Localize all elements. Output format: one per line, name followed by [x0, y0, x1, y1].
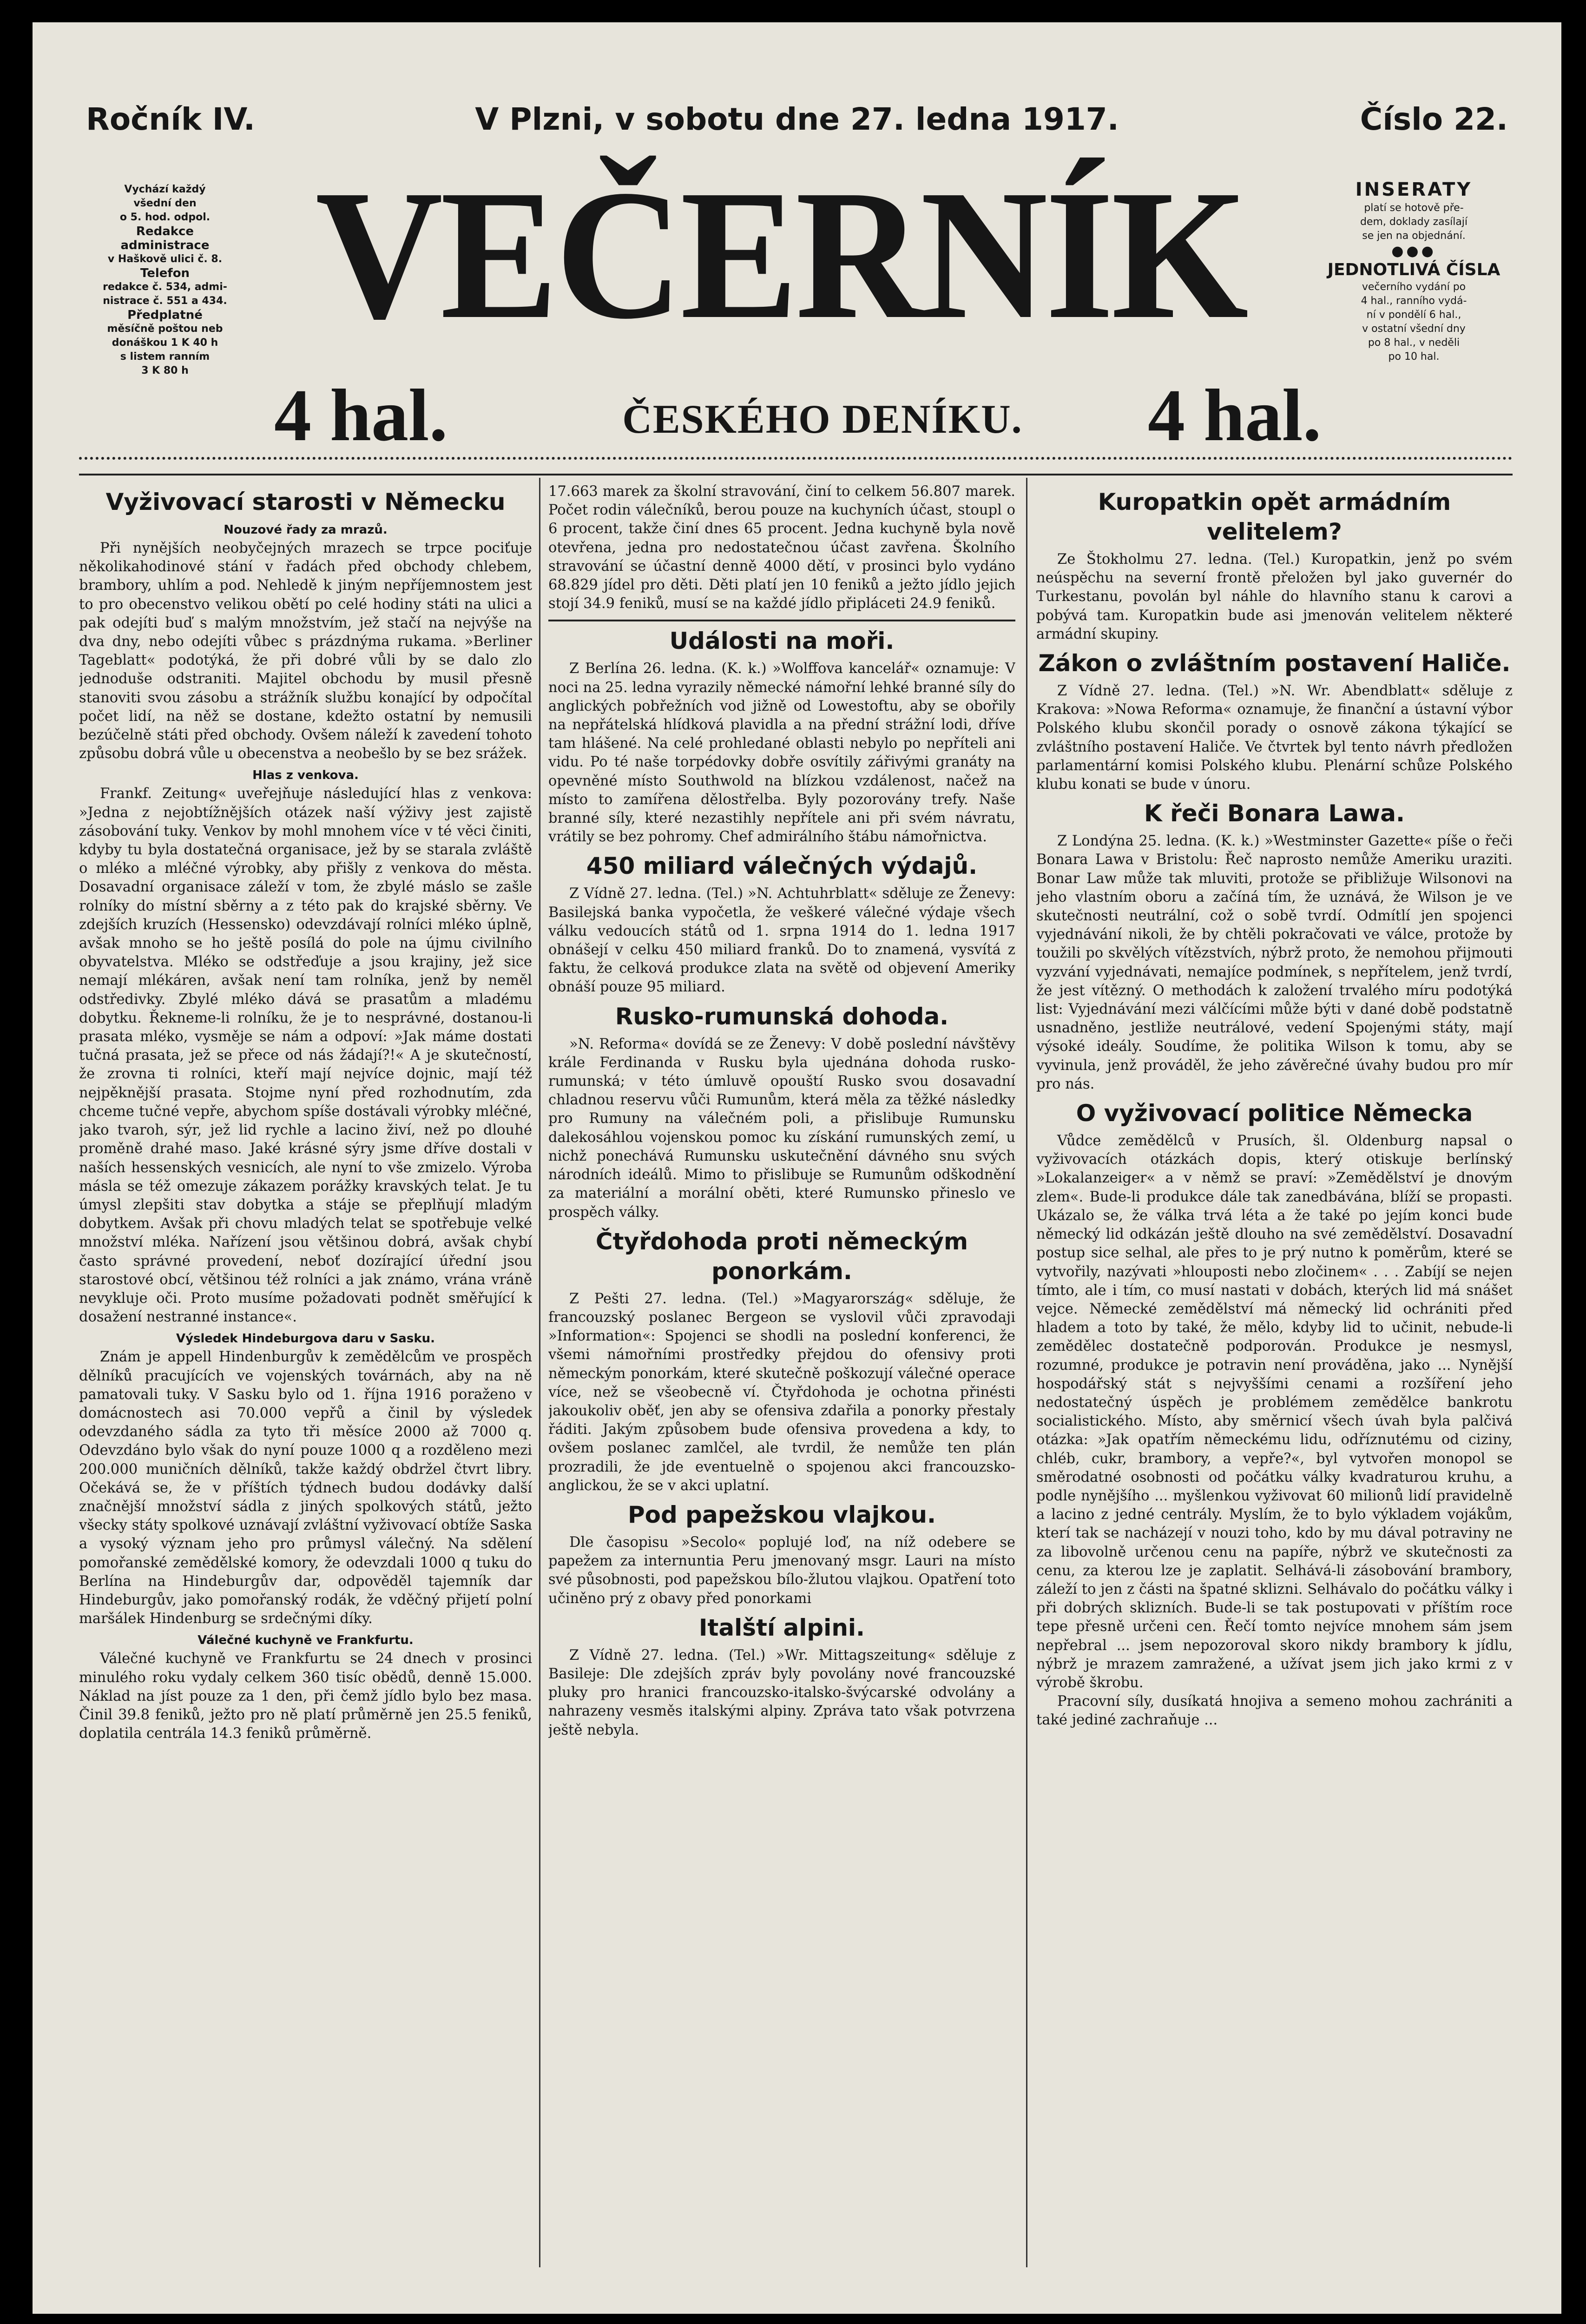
article-paragraph: Z Vídně 27. ledna. (Tel.) »N. Achtuhrblatt« sděluje ze Ženevy: Basilejská banka vypočetla, že veškeré válečné výdaje všech válku vedoucích států od 1. srpna 1914 do 1. ledna 1917 obnášejí v celku 450 miliard franků. Do to znamená, vysvítá z faktu, že celková produkce zlata na světě od objevení Ameriky obnáší pouze 95 miliard. — [548, 885, 1015, 996]
newspaper-page — [33, 22, 1561, 2314]
article-headline: O vyživovací politice Německa — [1076, 1100, 1473, 1127]
price-left: 4 hal. — [274, 374, 448, 456]
article-headline: Čtyřdohoda proti německým ponorkám. — [595, 1228, 968, 1285]
section-subheading: Nouzové řady za mrazů. — [224, 523, 388, 537]
article-paragraph: Frankf. Zeitung« uveřejňuje následující hlas z venkova: »Jedna z nejobtížnějších otázek naší výživy jest zajistě zásobování tuky. Venkov by mohl mnohem více v té věci činiti, kdyby tu byla dostatečná organisace, jež by se starala zvláště o mléko a mléčné výrobky, aby přišly z venkova do města. Dosavadní organisace záleží v tom, že zbylé máslo se zašle rolníky do místní sběrny a z této pak do krajské sběrny. Ve zdejších kruzích (Hessensko) odevzdávají rolníci mléko úplně, avšak mnoho se ho ještě posílá do pole na újmu civilního obyvatelstva. Mléko se odstřeďuje a jsou krajiny, jež sice nemají mlékáren, avšak není tam rolníka, jenž by neměl odstředivky. Zbylé mléko dává se prasatům a mladému dobytku. Řekneme-li rolníku, že je to nesprávné, dostanou-li prasata mléko, vysměje se nám a odpoví: »Jak máme dostati tučná prasata, jež se přece od nás žádají?!« A je skutečností, že zrovna ti rolníci, kteří mají nejvíce dojnic, mají též nejpěknější prasata. Stojme nyní před rozhodnutím, zda chceme tučné vepře, abychom spíše dostávali výrobky mléčné, jako tvaroh, sýr, jež lid rychle a lacino živí, než po dlouhé proměně drahé maso. Jaké krásné sýry jsme dříve dostali v naších hessenských vesnicích, ale nyní to vše zmizelo. Výroba másla se též omezuje zákazem porážky kravských telat. Je tu úmysl zlepšiti stav dobytka a stáje se přeplňují mladým dobytkem. Avšak při chovu mladých telat se spotřebuje velké množství mléka. Nařízení jsou většinou dobrá, avšak chybí často správné provedení, neboť dozírající úřední jsou starostové obcí, většinou též rolníci a jak známo, vrána vráně nevykluje oči. Proto musíme požadovati podnět směřující k dosažení nestranné instance«. — [79, 786, 532, 1326]
single-issues-line: po 10 hal. — [1388, 351, 1440, 363]
article-headline: Vyživovací starosti v Německu — [105, 489, 506, 515]
article-paragraph: Z Londýna 25. ledna. (K. k.) »Westminster Gazette« píše o řeči Bonara Lawa v Bristolu: Řeč naprosto nemůže Ameriku uraziti. Bonar Law může tak mluviti, protože se přibližuje Wilsonovi na jeho vlastním oboru a začíná tím, že uznává, že Wilson je ve skutečnosti neutrální, což o sobě tvrdí. Odmítlí jen spojenci vyjednávání nikoli, že by chtěli pokračovati ve válce, protože by toužili po skvělých vítězstvích, nýbrž proto, že nemohou přijmouti vyzvání vyjednávati, nemajíce podmínek, s nepřítelem, jenž tvrdí, že jest vítězný. O methodách k založení trvalého míru podotýká list: Vyjednávání mezi válčícími může býti v dané době podstatně usnadněno, jestliže neutrálové, vedení Spojenými státy, mají výsoké ideály. Soudíme, že politika Wilson k tomu, aby se vyvinula, jenž prováděl, že jeho závěrečné úvahy budou pro mír pro nás. — [1036, 833, 1513, 1092]
article-paragraph: Ze Štokholmu 27. ledna. (Tel.) Kuropatkin, jenž po svém neúspěchu na severní frontě přeložen byl jako guvernér do Turkestanu, povolán byl náhle do hlavního stanu k carovi a pobývá tam. Kuropatkin bude asi jmenován velitelem některé armádní skupiny. — [1036, 551, 1513, 642]
publisher-info-line: měsíčně poštou neb — [107, 323, 223, 335]
article-paragraph: Z Pešti 27. ledna. (Tel.) »Magyarország« sděluje, že francouzský poslanec Bergeon se vyslovil vůči zpravodaji »Information«: Spojenci se shodli na poslední konferenci, že všemi námořními prostředky přejdou do ofensivy proti německým ponorkám, které skutečně poškozují válečné operace více, než se všeobecně ví. Čtyřdohoda je ochotna přinésti jakoukoliv oběť, jen aby se ofensiva zdařila a ponorky přestaly řáditi. Jakým způsobem bude ofensiva provedena a kdy, to ovšem poslanec zamlčel, ale tvrdil, že nemůže ten plán prozradili, že jde eventuelně o spojenou akci francouzsko-anglickou, že se v akci uplatní. — [548, 1290, 1015, 1494]
inserty-line: se jen na objednání. — [1362, 230, 1466, 242]
issue-number: Číslo 22. — [1360, 101, 1508, 137]
article-headline: K řeči Bonara Lawa. — [1144, 800, 1405, 827]
article-paragraph: Pracovní síly, dusíkatá hnojiva a semeno mohou zachrániti a také jediné zachraňuje ... — [1036, 1693, 1513, 1729]
article-paragraph: Z Berlína 26. ledna. (K. k.) »Wolffova kancelář« oznamuje: V noci na 25. ledna vyrazily německé námořní lehké branné síly do anglických pobřežních vod jižně od Lowestoftu, aby se obořily na nepřátelská hlídková plavidla a na přední strážní lodi, dříve tam hlášené. Na celé prohledané oblasti nebylo po nepříteli ani vidu. Po té naše torpédovky dobře osvítily zářivými granáty na opevněné místo Southwold na blízkou vzdálenost, načež na místo to zamířena dělostřelba. Byly pozorovány trefy. Naše branné síly, které nezastihly nepřítele ani při svém návratu, vrátily se bez pohromy. Chef admirálního štábu námořnictva. — [548, 660, 1015, 845]
advertising-info-box — [1315, 178, 1513, 364]
issue-line — [86, 87, 1508, 143]
single-issues-line: ní v pondělí 6 hal., — [1366, 309, 1461, 321]
section-subheading: Hlas z venkova. — [252, 768, 359, 783]
column-3 — [1036, 482, 1513, 2263]
inserty-heading: INSERATY — [1355, 179, 1473, 200]
article-headline: 450 miliard válečných výdajů. — [586, 852, 978, 880]
publisher-info-line: Telefon — [140, 266, 190, 280]
article-paragraph: Při nynějších neobyčejných mrazech se trpce pociťuje několikahodinové stání v řadách před obchody chlebem, brambory, uhlím a pod. Nehledě k jiným nepříjemnostem jest to pro obecenstvo velikou obětí po celé hodiny státi na ulici a pak odejíti buď s malým množstvím, jež stačí na nejvýše na dva dny, nebo odejíti vůbec s prázdnýma rukama. »Berliner Tageblatt« podotýká, že při dobré vůli by se dalo zlo jednoduše odstraniti. Majitel obchodu by musil přesně stanoviti svou zásobu a strážník službu konající by odpočítal počet lidí, na něž se dostane, kdežto ostatní by nemusili bezúčelně státi před obchody. Ovšem náleží k zavedení tohoto způsobu dobrá vůle u obecenstva a neobešlo by se bez srážek. — [79, 540, 532, 762]
publisher-info-line: Redakce — [136, 224, 194, 238]
single-issues-line: v ostatní všední dny — [1362, 323, 1466, 335]
section-subheading: Výsledek Hindeburgova daru v Sasku. — [176, 1332, 435, 1346]
masthead-subtitle: ČESKÉHO DENÍKU. — [622, 397, 1023, 442]
article-paragraph: Znám je appell Hindenburgův k zemědělcům ve prospěch dělníků pracujících ve vojenských továrnách, aby na ně pamatovali tuky. V Sasku bylo od 1. října 1916 poraženo v domácnostech asi 70.000 vepřů a činil by výsledek odevzdaného sádla za tyto tři měsíce 2000 až 7000 q. Odevzdáno bylo však do nyní pouze 1000 q a rozděleno mezi 200.000 muničních dělníků, takže každý obdržel čtvrt libry. Očekává se, že v příštích týdnech budou dodávky další značnější množství sádla z jiných spolkových států, ježto všecky státy spolkové uznávají zvláštní vyživovací obtíže Saska a vysoký význam jeho pro průmysl válečný. Na sdělení pomořanské zemědělské komory, že odevzdali 1000 q tuku do Berlína na Hindeburgův dar, odpověděl tajemník dar Hindeburgův, jako pomořanský rodák, že vděčný přijetí polní maršálek Hindenburg se srdečnými díky. — [79, 1349, 532, 1627]
article-headline: Pod papežskou vlajkou. — [627, 1501, 936, 1528]
inserty-line: dem, doklady zasílají — [1360, 216, 1468, 228]
publisher-info-line: s listem ranním — [120, 351, 210, 363]
inserty-line: platí se hotově pře- — [1364, 202, 1464, 214]
article-paragraph: »N. Reforma« dovídá se ze Ženevy: V době poslední návštěvy krále Ferdinanda v Rusku byla ujednána dohoda rusko-rumunská; v této úmluvě opouští Rusko svou dosavadní chladnou reservu vůči Rumunům, která měla za těžké následky pro Rumuny na válečném poli, a přislibuje Rumunsku dalekosáhlou vojenskou pomoc ku získání rumunských zemí, u nichž ponechává Rumunsku uskutečnění dávného snu svých národních ideálů. Mimo to přislibuje se Rumunům odškodnění za materiální a morální oběti, které Rumunsko přineslo ve prospěch války. — [548, 1036, 1015, 1221]
masthead-rule — [79, 457, 1513, 475]
publisher-info-line: redakce č. 534, admi- — [103, 281, 227, 293]
article-separator — [548, 620, 1015, 621]
article-headline: Události na moři. — [669, 627, 895, 655]
article-headline: Italští alpini. — [698, 1614, 865, 1641]
masthead-title: VEČERNÍK — [315, 152, 1246, 357]
article-headline: Kuropatkin opět armádním velitelem? — [1098, 489, 1451, 545]
article-headline: Rusko-rumunská dohoda. — [615, 1003, 949, 1030]
publisher-info-line: 3 K 80 h — [141, 365, 189, 376]
publisher-info-line: Vychází každý — [124, 184, 206, 195]
article-paragraph: Z Vídně 27. ledna. (Tel.) »Wr. Mittagszeitung« sděluje z Basileje: Dle zdejších zpráv byly povolány nové francouzské pluky pro hranici francouzsko-italsko-švýcarské odvolány a nahrazeny vesměs italskými alpiny. Zpráva tato však potvrzena ještě nebyla. — [548, 1647, 1015, 1738]
publisher-info-line: Předplatné — [127, 308, 203, 322]
price-right: 4 hal. — [1148, 374, 1322, 456]
article-paragraph: Vůdce zemědělců v Prusích, šl. Oldenburg napsal o vyživovacích otázkách dopis, který otiskuje berlínský »Lokalanzeiger« a v němž se praví: »Zemědělství je dnovým zlem«. Bude-li produkce dále tak zanedbávána, blíží se propasti. Ukázalo se, že válka trvá léta a že také po jejím konci bude německý lid odkázán ještě dlouho na své zemědělství. Dosavadní postup sice selhal, ale přes to je prý nutno k poměrům, které se vytvořily, nazývati »hlouposti nebo zločinem« . . . Zabíjí se nejen tímto, ale i tím, co musí nastati v dobách, kterých lid má snášet vejce. Německé zemědělství má německý lid ochrániti před hladem a toto by také, že mělo, kdyby lid to učinit, nebude-li zemědělec dostatečně podporován. Produkce je nesmysl, rozumné, produkce je potravin není prováděna, jako ... Nynější hospodářský stát s nejvyššími cenami a rozšíření jeho nedostatečný úspěch je problémem zemědělce bankrotu socialistického. Místo, aby směrnicí všech úvah byla palčivá otázka: »Jak opatřím německému lidu, odříznutému od ciziny, chléb, cukr, brambory, a vepře?«, byl vytvořen monopol se směrodatné osobnosti od počátku války kvadraturou kruhu, a podle nynějšího ... myšlenkou vyživovat 60 milionů lidí pravidelně a lacino z jedné centrály. Myslím, že to bylo výkladem vojákům, kterí tak se nacházejí v nouzi toho, kdo by mu dával potraviny ne za libovolně určenou cenu na papíře, nýbrž ve skutečnosti za cenu, za kterou lze je zaplatit. Selhává-li zásobování brambory, záleží to jen z části na špatné sklizni. Selhávalo do počátku války i při dobrých sklizních. Bude-li se tak postupovati v příštím roce tepe přesně určeni cen. Řečí tomto nejvíce mnohem sám jsem nepřebral ... jsem nepozoroval skoro nikdy brambory k jídlu, nýbrž je mrazem zamražené, a užívat jsem jich jako krmi z v výrobě škrobu. — [1036, 1133, 1513, 1691]
publisher-info-line: nistrace č. 551 a 434. — [103, 295, 227, 307]
article-paragraph: Z Vídně 27. ledna. (Tel.) »N. Wr. Abendblatt« sděluje z Krakova: »Nowa Reforma« oznamuje, že finanční a ústavní výbor Polského klubu skončil porady o osnově zákona týkající se zvláštního postavení Haliče. Ve čtvrtek byl tento návrh předložen parlamentární komisi Polského klubu. Plenární schůze Polského klubu konati se bude v únoru. — [1036, 683, 1513, 793]
column-1 — [79, 482, 532, 2263]
single-issues-line: 4 hal., ranního vydá- — [1361, 295, 1467, 307]
column-divider — [1026, 478, 1027, 2267]
article-headline: Zákon o zvláštním postavení Haliče. — [1038, 650, 1511, 677]
single-issues-heading: JEDNOTLIVÁ ČÍSLA — [1327, 260, 1500, 279]
issue-year: Ročník IV. — [86, 101, 255, 137]
publisher-info-box — [86, 183, 244, 378]
section-subheading: Válečné kuchyně ve Frankfurtu. — [197, 1633, 414, 1648]
article-paragraph: 17.663 marek za školní stravování, činí to celkem 56.807 marek. Počet rodin válečníků, berou pouze na kuchyních účast, stoupl o 6 procent, takže činí dnes 65 procent. Jedna kuchyně byla nově otevřena, jedna pro nedostatečnou účast zavřena. Školního stravování se účastní denně 4000 dětí, v prosinci bylo vydáno 68.829 jídel pro děti. Děti platí jen 10 feniků a ježto jídlo jejich stojí 34.9 feniků, musí se na každé jídlo připláceti 24.9 feniků. — [548, 483, 1015, 612]
article-paragraph: Válečné kuchyně ve Frankfurtu se 24 dnech v prosinci minulého roku vydaly celkem 360 tisíc obědů, denně 15.000. Náklad na jíst pouze za 1 den, při čemž jídlo bylo bez masa. Činil 39.8 feniků, ježto pro ně platí průměrně jen 25.5 feniků, doplatila centrála 14.3 feniků průměrně. — [79, 1651, 532, 1742]
single-issues-line: po 8 hal., v neděli — [1368, 337, 1460, 349]
issue-date: V Plzni, v sobotu dne 27. ledna 1917. — [475, 101, 1119, 137]
publisher-info-line: o 5. hod. odpol. — [119, 211, 211, 223]
publisher-info-line: všední den — [133, 198, 197, 209]
single-issues-line: večerního vydání po — [1362, 281, 1466, 293]
column-2 — [548, 482, 1015, 2263]
publisher-info-line: administrace — [120, 238, 210, 252]
column-divider — [539, 478, 540, 2267]
publisher-info-line: v Haškově ulici č. 8. — [107, 253, 223, 265]
separator-dots: ●●● — [1391, 243, 1436, 259]
publisher-info-line: donáškou 1 K 40 h — [112, 337, 218, 349]
article-paragraph: Dle časopisu »Secolo« poplujé loď, na níž odebere se papežem za internuntia Peru jmenovaný msgr. Lauri na místo své působnosti, pod papežskou bílo-žlutou vlajkou. Opatření toto učiněno prý z obavy před ponorkami — [548, 1534, 1015, 1607]
